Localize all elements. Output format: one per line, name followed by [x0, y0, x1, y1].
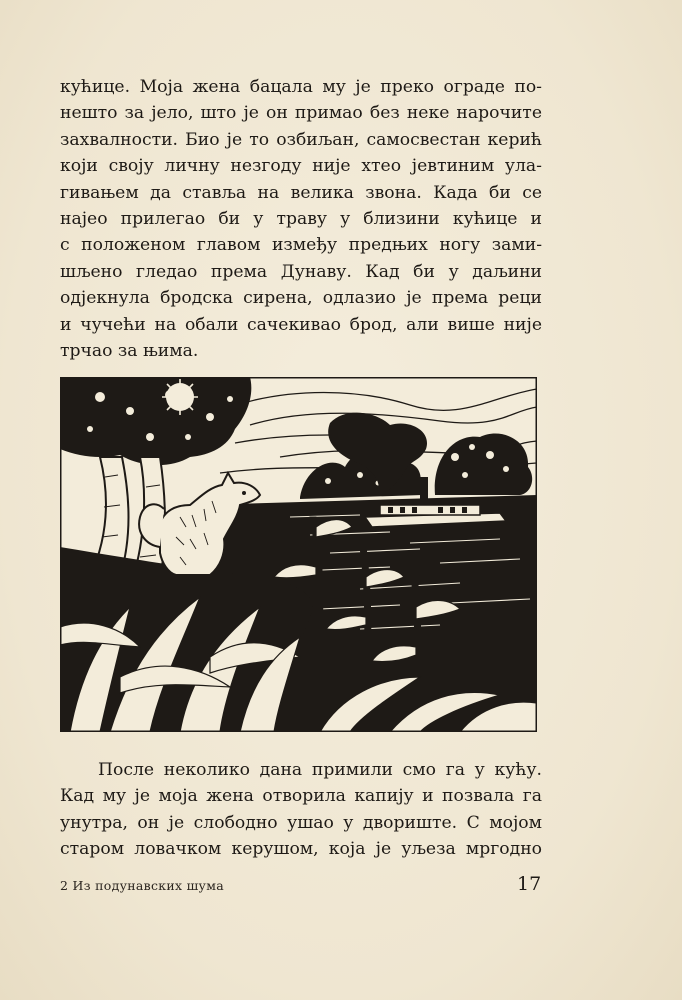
illustration-image	[60, 377, 537, 732]
text-line: кућице. Моја жена бацала му је преко ограде по-	[60, 77, 542, 97]
text-line: најео прилегао би у траву у близини кућице и	[60, 209, 542, 230]
page-number: 17	[517, 873, 542, 895]
text-line: унутра, он је слободно ушао у двориште. С мојом	[60, 812, 542, 833]
text-line: старом ловачком керушом, која је уљеза мргодно	[60, 839, 542, 860]
text-line: и чучећи на обали сачекивао брод, али више није	[60, 314, 542, 335]
text-line: који своју личну незгоду није хтео јевтиним ула-	[60, 156, 542, 177]
text-line: одјекнула бродска сирена, одлазио је према реци	[60, 288, 542, 309]
text-line: трчао за њима.	[60, 341, 199, 362]
paragraph-1	[60, 74, 542, 364]
printer-signature: 2 Из подунавских шума	[60, 878, 224, 893]
woodcut-illustration	[60, 377, 537, 732]
text-line: нешто за јело, што је он примао без неке нарочите	[60, 103, 542, 124]
text-line: с положеном главом између предњих ногу зами-	[60, 235, 542, 256]
paragraph-2	[60, 757, 542, 863]
text-line: шљено гледао према Дунаву. Кад би у даљини	[60, 261, 542, 282]
text-line: захвалности. Био је то озбиљан, самосвестан керић	[60, 129, 542, 150]
text-line: После неколико дана примили смо га у кућу.	[98, 760, 542, 780]
text-line: Кад му је моја жена отворила капију и позвала га	[60, 786, 542, 807]
text-line: гивањем да ставља на велика звона. Када би се	[60, 182, 542, 203]
